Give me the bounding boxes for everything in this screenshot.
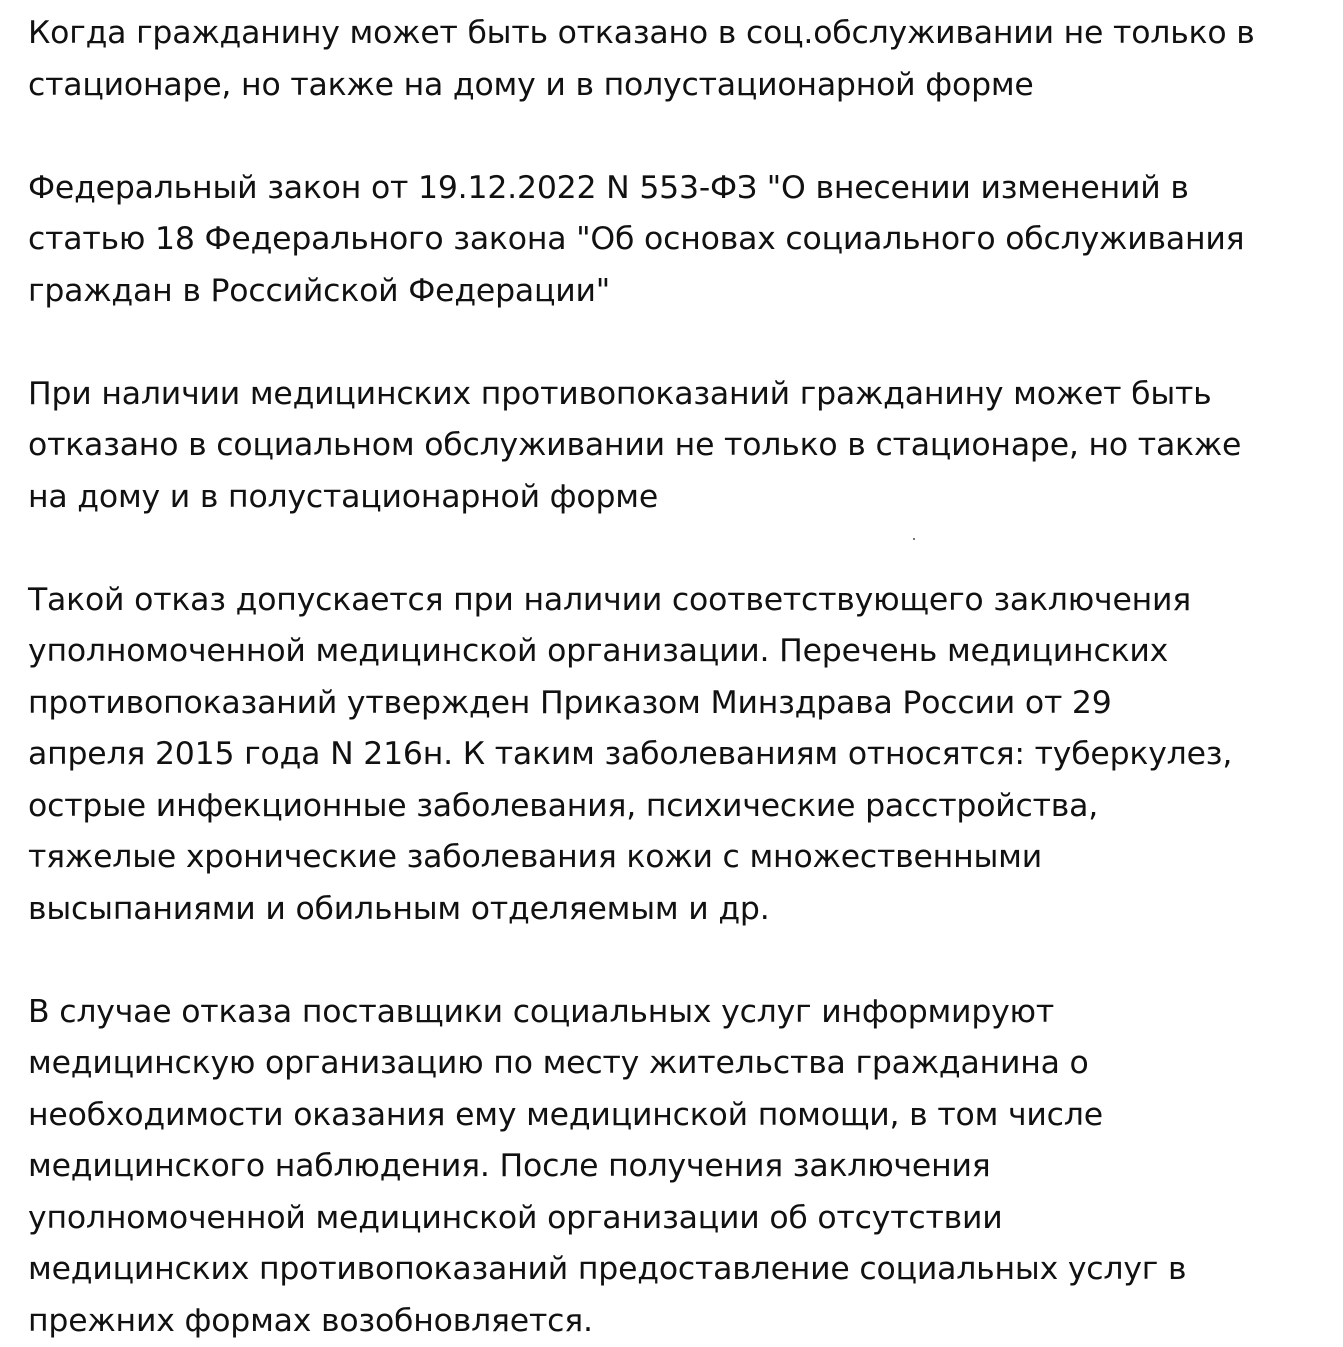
text-line: отказано в социальном обслуживании не только в стационаре, но также	[28, 420, 1323, 472]
text-line: необходимости оказания ему медицинской помощи, в том числе	[28, 1090, 1323, 1142]
text-line: медицинского наблюдения. После получения заключения	[28, 1141, 1323, 1193]
paragraph-gap	[28, 317, 1323, 369]
intro-paragraph	[28, 8, 1323, 111]
scan-speck	[913, 538, 915, 540]
text-line: высыпаниями и обильным отделяемым и др.	[28, 884, 1323, 936]
text-line: уполномоченной медицинской организации. Перечень медицинских	[28, 626, 1323, 678]
refusal-conditions-paragraph	[28, 575, 1323, 936]
text-line: медицинских противопоказаний предоставление социальных услуг в	[28, 1244, 1323, 1296]
law-paragraph	[28, 163, 1323, 318]
text-line: В случае отказа поставщики социальных услуг информируют	[28, 987, 1323, 1039]
text-line: прежних формах возобновляется.	[28, 1296, 1323, 1347]
text-line: на дому и в полустационарной форме	[28, 472, 1323, 524]
text-line: апреля 2015 года N 216н. К таким заболеваниям относятся: туберкулез,	[28, 729, 1323, 781]
text-line: тяжелые хронические заболевания кожи с множественными	[28, 832, 1323, 884]
text-line: противопоказаний утвержден Приказом Минздрава России от 29	[28, 678, 1323, 730]
paragraph-gap	[28, 111, 1323, 163]
text-line: При наличии медицинских противопоказаний гражданину может быть	[28, 369, 1323, 421]
text-line: уполномоченной медицинской организации об отсутствии	[28, 1193, 1323, 1245]
text-line: статью 18 Федерального закона "Об основах социального обслуживания	[28, 214, 1323, 266]
text-line: граждан в Российской Федерации"	[28, 266, 1323, 318]
text-line: острые инфекционные заболевания, психические расстройства,	[28, 781, 1323, 833]
text-line: Когда гражданину может быть отказано в соц.обслуживании не только в	[28, 8, 1323, 60]
text-line: Федеральный закон от 19.12.2022 N 553-ФЗ "О внесении изменений в	[28, 163, 1323, 215]
paragraph-gap	[28, 523, 1323, 575]
contraindications-paragraph	[28, 369, 1323, 524]
text-line: медицинскую организацию по месту жительства гражданина о	[28, 1038, 1323, 1090]
paragraph-gap	[28, 935, 1323, 987]
text-line: Такой отказ допускается при наличии соответствующего заключения	[28, 575, 1323, 627]
text-line: стационаре, но также на дому и в полустационарной форме	[28, 60, 1323, 112]
resumption-paragraph	[28, 987, 1323, 1347]
